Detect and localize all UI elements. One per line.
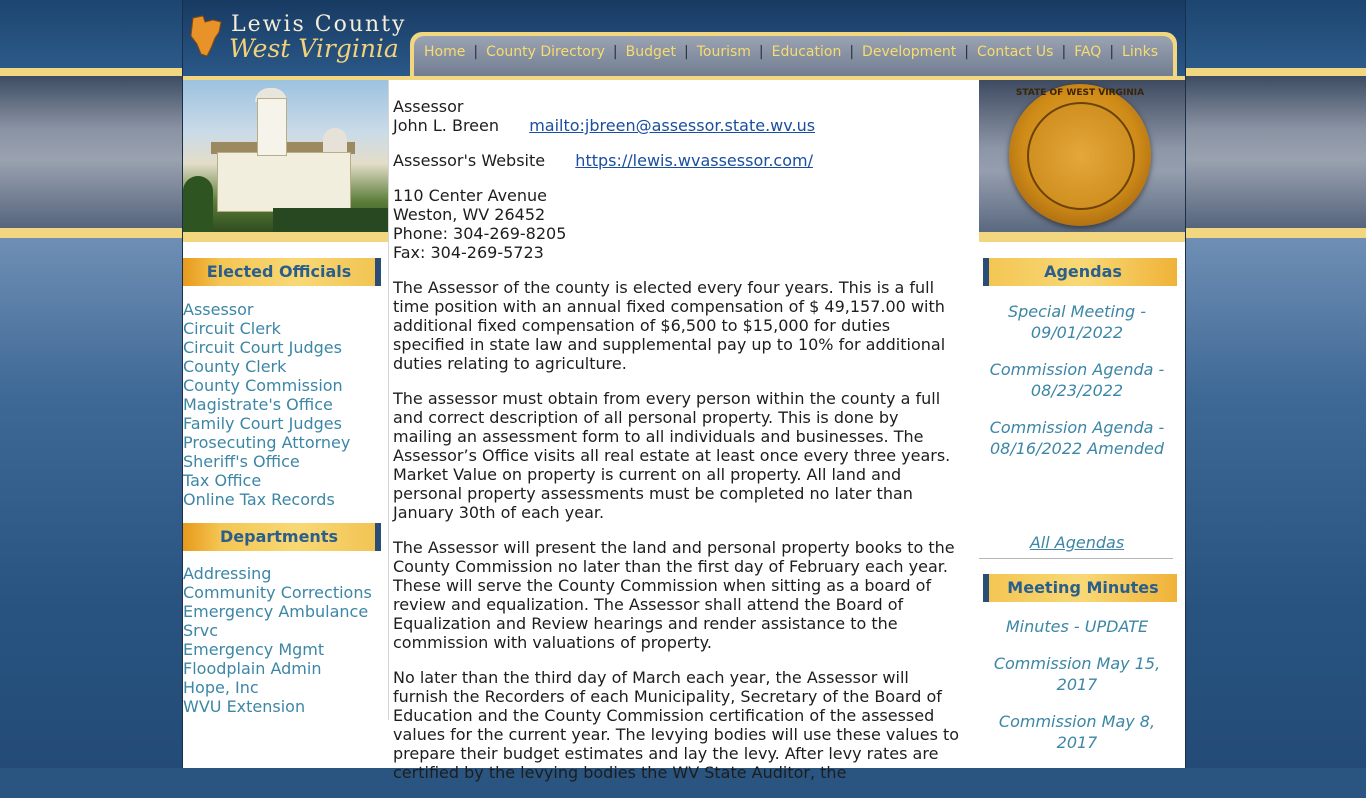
left-stripe — [183, 232, 388, 242]
nav-separator: | — [849, 44, 855, 60]
divider — [979, 558, 1173, 559]
paragraph-compensation: The Assessor of the county is elected every four years. This is a full time position with an annual fixed compensation of $ 49,157.00 with additional fixed compensation of $6,500 to $15,000 for duties specified in state law and supplemental pay up to 10% for additional duties relating to agriculture. — [393, 278, 946, 373]
nav-links[interactable]: Links — [1122, 44, 1159, 60]
link-family-court-judges[interactable]: Family Court Judges — [183, 414, 342, 433]
section-heading-label: Departments — [219, 527, 338, 546]
meeting-minutes-heading — [983, 574, 1177, 602]
link-circuit-clerk[interactable]: Circuit Clerk — [183, 319, 281, 338]
logo-state-name: West Virginia — [229, 34, 399, 63]
fax-number: Fax: 304-269-5723 — [393, 243, 544, 262]
link-wvu-extension[interactable]: WVU Extension — [183, 697, 306, 716]
link-addressing[interactable]: Addressing — [183, 564, 272, 583]
website-label: Assessor's Website — [393, 151, 546, 170]
minutes-link[interactable]: Commission May 15, 2017 — [993, 654, 1161, 694]
nav-county-directory[interactable]: County Directory — [486, 44, 605, 60]
page-container — [182, 0, 1186, 782]
paragraph-books: The Assessor will present the land and personal property books to the County Commission no later than the first day of February each year. These will serve the County Commission when sitting as a board of review and equalization. The Assessor shall attend the Board of Equalization and Review hearings and render assistance to the commission with valuations of property. — [393, 538, 955, 652]
photo-hedge — [273, 208, 388, 232]
link-tax-office[interactable]: Tax Office — [183, 471, 262, 490]
link-hope-inc[interactable]: Hope, Inc — [183, 678, 259, 697]
agenda-link[interactable]: Commission Agenda - 08/23/2022 — [989, 360, 1165, 400]
agendas-heading — [983, 258, 1177, 286]
main-navigation — [424, 44, 1158, 60]
site-header — [183, 0, 1185, 76]
agenda-link[interactable]: Commission Agenda - 08/16/2022 Amended — [989, 418, 1165, 458]
paragraph-personal-property: The assessor must obtain from every person within the county a full and correct description of all personal property. This is done by mailing an assessment form to all individuals and businesses. The Assessor’s Office visits all real estate at least once every three years. Market Value on property is current on all property. All land and personal property assessments must be completed no later than January 30th of each year. — [393, 389, 951, 522]
link-sheriffs-office[interactable]: Sheriff's Office — [183, 452, 300, 471]
state-seal-icon — [1009, 84, 1151, 226]
elected-officials-heading — [183, 258, 381, 286]
site-logo[interactable] — [189, 10, 409, 70]
address-line1: 110 Center Avenue — [393, 186, 548, 205]
nav-development[interactable]: Development — [862, 44, 957, 60]
nav-contact-us[interactable]: Contact Us — [977, 44, 1054, 60]
column-divider — [388, 80, 389, 720]
nav-faq[interactable]: FAQ — [1074, 44, 1102, 60]
nav-separator: | — [683, 44, 689, 60]
website-row — [393, 151, 961, 170]
section-heading-label: Agendas — [1044, 262, 1122, 281]
address-line2: Weston, WV 26452 — [393, 205, 546, 224]
courthouse-photo — [183, 80, 388, 232]
seal-panel — [979, 80, 1185, 232]
photo-building — [217, 152, 351, 212]
link-circuit-court-judges[interactable]: Circuit Court Judges — [183, 338, 342, 357]
page-title: Assessor — [393, 97, 464, 116]
nav-education[interactable]: Education — [771, 44, 842, 60]
seal-text: STATE OF WEST VIRGINIA — [1015, 88, 1145, 98]
link-community-corrections[interactable]: Community Corrections — [183, 583, 372, 602]
link-online-tax-records[interactable]: Online Tax Records — [183, 490, 335, 509]
nav-separator: | — [758, 44, 764, 60]
minutes-link[interactable]: Commission May 8, 2017 — [998, 712, 1156, 752]
link-county-clerk[interactable]: County Clerk — [183, 357, 287, 376]
section-heading-label: Elected Officials — [206, 262, 352, 281]
photo-tower — [257, 98, 287, 156]
left-sidebar — [183, 80, 388, 768]
assessor-name: John L. Breen — [393, 116, 499, 135]
agenda-link[interactable]: Special Meeting - 09/01/2022 — [1007, 302, 1147, 342]
nav-separator: | — [1061, 44, 1067, 60]
phone-number: Phone: 304-269-8205 — [393, 224, 567, 243]
photo-tree — [183, 176, 213, 232]
elected-officials-list — [183, 300, 383, 509]
link-assessor[interactable]: Assessor — [183, 300, 254, 319]
nav-tourism[interactable]: Tourism — [696, 44, 751, 60]
paragraph-certification: No later than the third day of March each year, the Assessor will furnish the Recorders of each Municipality, Secretary of the Board of Education and the County Commission certification of the assessed values for the current year. The levying bodies will use these values to prepare their budget estimates and lay the levy. After levy rates are certified by the levying bodies the WV State Auditor, the — [393, 668, 960, 782]
right-sidebar — [979, 80, 1185, 768]
nav-home[interactable]: Home — [424, 44, 466, 60]
seal-center — [1027, 102, 1135, 210]
assessor-website-link[interactable]: https://lewis.wvassessor.com/ — [575, 151, 813, 170]
main-content — [393, 97, 961, 798]
assessor-contact — [393, 116, 961, 135]
nav-budget[interactable]: Budget — [625, 44, 676, 60]
link-prosecuting-attorney[interactable]: Prosecuting Attorney — [183, 433, 351, 452]
assessor-email-link[interactable]: mailto:jbreen@assessor.state.wv.us — [529, 116, 816, 135]
departments-heading — [183, 523, 381, 551]
departments-list — [183, 564, 383, 716]
all-agendas-link[interactable]: All Agendas — [1029, 533, 1125, 552]
link-floodplain-admin[interactable]: Floodplain Admin — [183, 659, 322, 678]
nav-separator: | — [473, 44, 479, 60]
nav-separator: | — [1109, 44, 1115, 60]
link-county-commission[interactable]: County Commission — [183, 376, 343, 395]
photo-dome — [323, 128, 347, 152]
wv-state-map-icon — [189, 14, 225, 60]
logo-county-name: Lewis County — [231, 12, 407, 37]
right-stripe — [979, 232, 1185, 242]
link-emergency-ambulance[interactable]: Emergency Ambulance — [183, 602, 369, 621]
link-magistrates-office[interactable]: Magistrate's Office — [183, 395, 333, 414]
link-emergency-mgmt[interactable]: Emergency Mgmt — [183, 640, 325, 659]
nav-separator: | — [964, 44, 970, 60]
link-emergency-ambulance-srvc[interactable]: Srvc — [183, 621, 218, 640]
section-heading-label: Meeting Minutes — [1007, 578, 1159, 597]
minutes-link[interactable]: Minutes - UPDATE — [1005, 617, 1149, 636]
nav-separator: | — [612, 44, 618, 60]
